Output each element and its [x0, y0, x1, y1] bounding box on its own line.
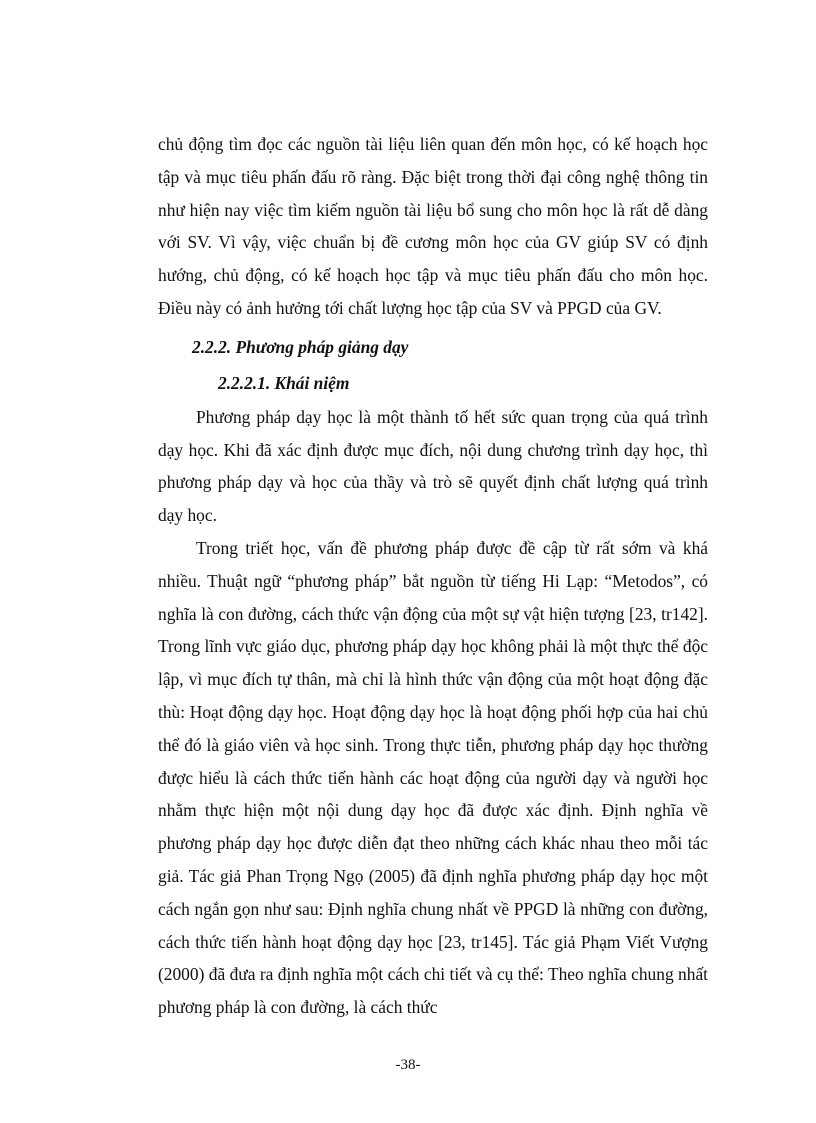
paragraph-definition: Phương pháp dạy học là một thành tố hết sức quan trọng của quá trình dạy học. Khi đã xác định được mục đích, nội dung chương trình dạy học, thì phương pháp dạy và học của thầy và trò sẽ quyết định chất lượng quá trình dạy học.: [158, 406, 708, 526]
paragraph-continuation: chủ động tìm đọc các nguồn tài liệu liên quan đến môn học, có kế hoạch học tập và mục tiêu phấn đấu rõ ràng. Đặc biệt trong thời đại công nghệ thông tin như hiện nay việc tìm kiếm nguồn tài liệu bổ sung cho môn học là rất dễ dàng với SV. Vì vậy, việc chuẩn bị đề cương môn học của GV giúp SV có định hướng, chủ động, có kế hoạch học tập và mục tiêu phấn đấu cho môn học. Điều này có ảnh hưởng tới chất lượng học tập của SV và PPGD của GV.: [158, 134, 708, 318]
document-page: [158, 128, 708, 1024]
subsection-heading: 2.2.2.1. Khái niệm: [218, 372, 350, 393]
page-number: -38-: [395, 1057, 421, 1073]
section-heading: 2.2.2. Phương pháp giảng dạy: [192, 336, 409, 357]
paragraph-philosophy: Trong triết học, vấn đề phương pháp được đề cập từ rất sớm và khá nhiều. Thuật ngữ “phương pháp” bắt nguồn từ tiếng Hi Lạp: “Metodos”, có nghĩa là con đường, cách thức vận động của một sự vật hiện tượng [23, tr142]. Trong lĩnh vực giáo dục, phương pháp dạy học không phải là một thực thể độc lập, vì mục đích tự thân, mà chỉ là hình thức vận động của một hoạt động đặc thù: Hoạt động dạy học. Hoạt động dạy học là hoạt động phối hợp của hai chủ thể đó là giáo viên và học sinh. Trong thực tiễn, phương pháp dạy học thường được hiểu là cách thức tiến hành các hoạt động của người dạy và người học nhằm thực hiện một nội dung dạy học đã được xác định. Định nghĩa về phương pháp dạy học được diễn đạt theo những cách khác nhau theo mỗi tác giả. Tác giả Phan Trọng Ngọ (2005) đã định nghĩa phương pháp dạy học một cách ngắn gọn như sau: Định nghĩa chung nhất về PPGD là những con đường, cách thức tiến hành hoạt động dạy học [23, tr145]. Tác giả Phạm Viết Vượng (2000) đã đưa ra định nghĩa một cách chi tiết và cụ thể: Theo nghĩa chung nhất phương pháp là con đường, là cách thức: [158, 537, 708, 1018]
